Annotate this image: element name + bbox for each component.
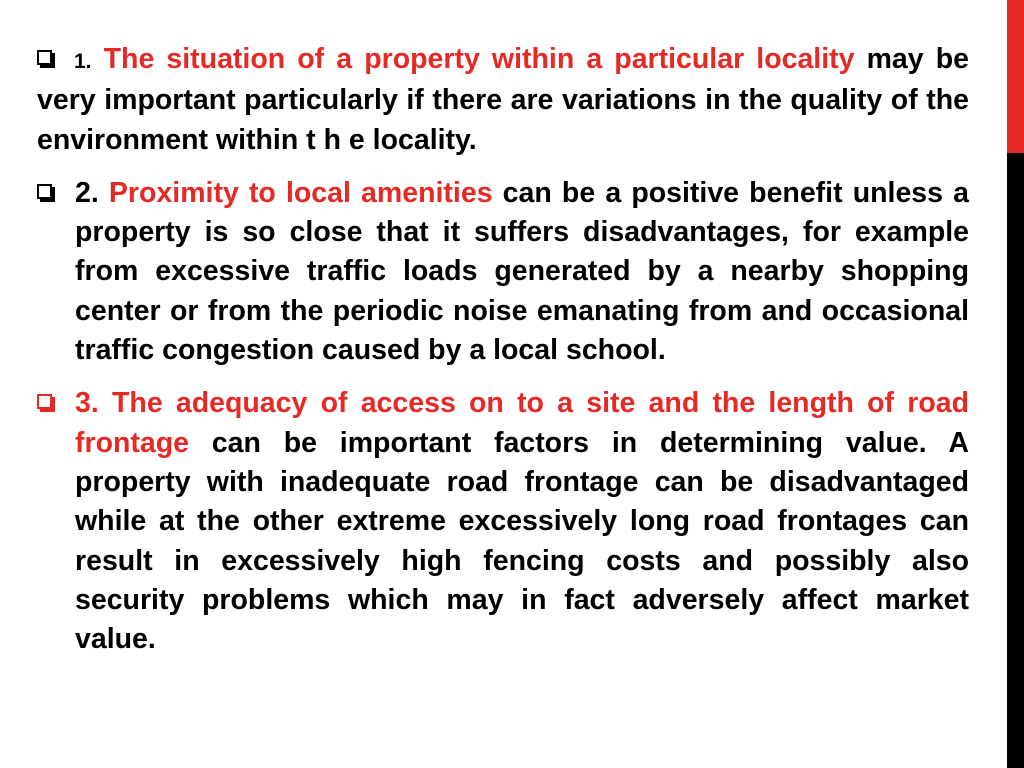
item-highlight: The adequacy of access on to a site and the length of road frontage bbox=[75, 387, 969, 459]
side-bar-red-segment bbox=[1007, 0, 1024, 153]
item-number: 3. bbox=[75, 387, 99, 420]
bullet-item-1 bbox=[37, 40, 969, 160]
square-bullet-icon bbox=[37, 184, 52, 199]
item-highlight: The situation of a property within a particular locality bbox=[103, 43, 855, 75]
bullet-item-3 bbox=[37, 384, 969, 659]
item-body: may be very important particularly if there are variations in the quality of the environment within t h e locality. bbox=[37, 43, 969, 156]
bullet-item-text bbox=[75, 174, 969, 370]
side-bar-black-segment bbox=[1007, 153, 1024, 768]
item-body: can be a positive benefit unless a property is so close that it suffers disadvantages, for example from excessive traffic loads generated by a nearby shopping center or from the periodic noise emanating from and occasional traffic congestion caused by a local school. bbox=[75, 176, 969, 367]
bullet-item-2 bbox=[37, 174, 969, 370]
square-bullet-icon bbox=[37, 50, 52, 65]
item-number: 2. bbox=[75, 176, 99, 209]
item-body: can be important factors in determining value. A property with inadequate road frontage can be disadvantaged while at the other extreme excessively long road frontages can result in excessively high fencing costs and possibly also security problems which may in fact adversely affect market value. bbox=[75, 426, 969, 656]
bullet-item-text bbox=[75, 384, 969, 659]
item-number: 1. bbox=[74, 50, 92, 73]
square-bullet-icon bbox=[37, 394, 52, 409]
slide-content bbox=[37, 40, 969, 673]
bullet-item-text bbox=[37, 40, 969, 160]
side-accent-bar bbox=[1007, 0, 1024, 768]
item-highlight: Proximity to local amenities bbox=[108, 176, 493, 209]
